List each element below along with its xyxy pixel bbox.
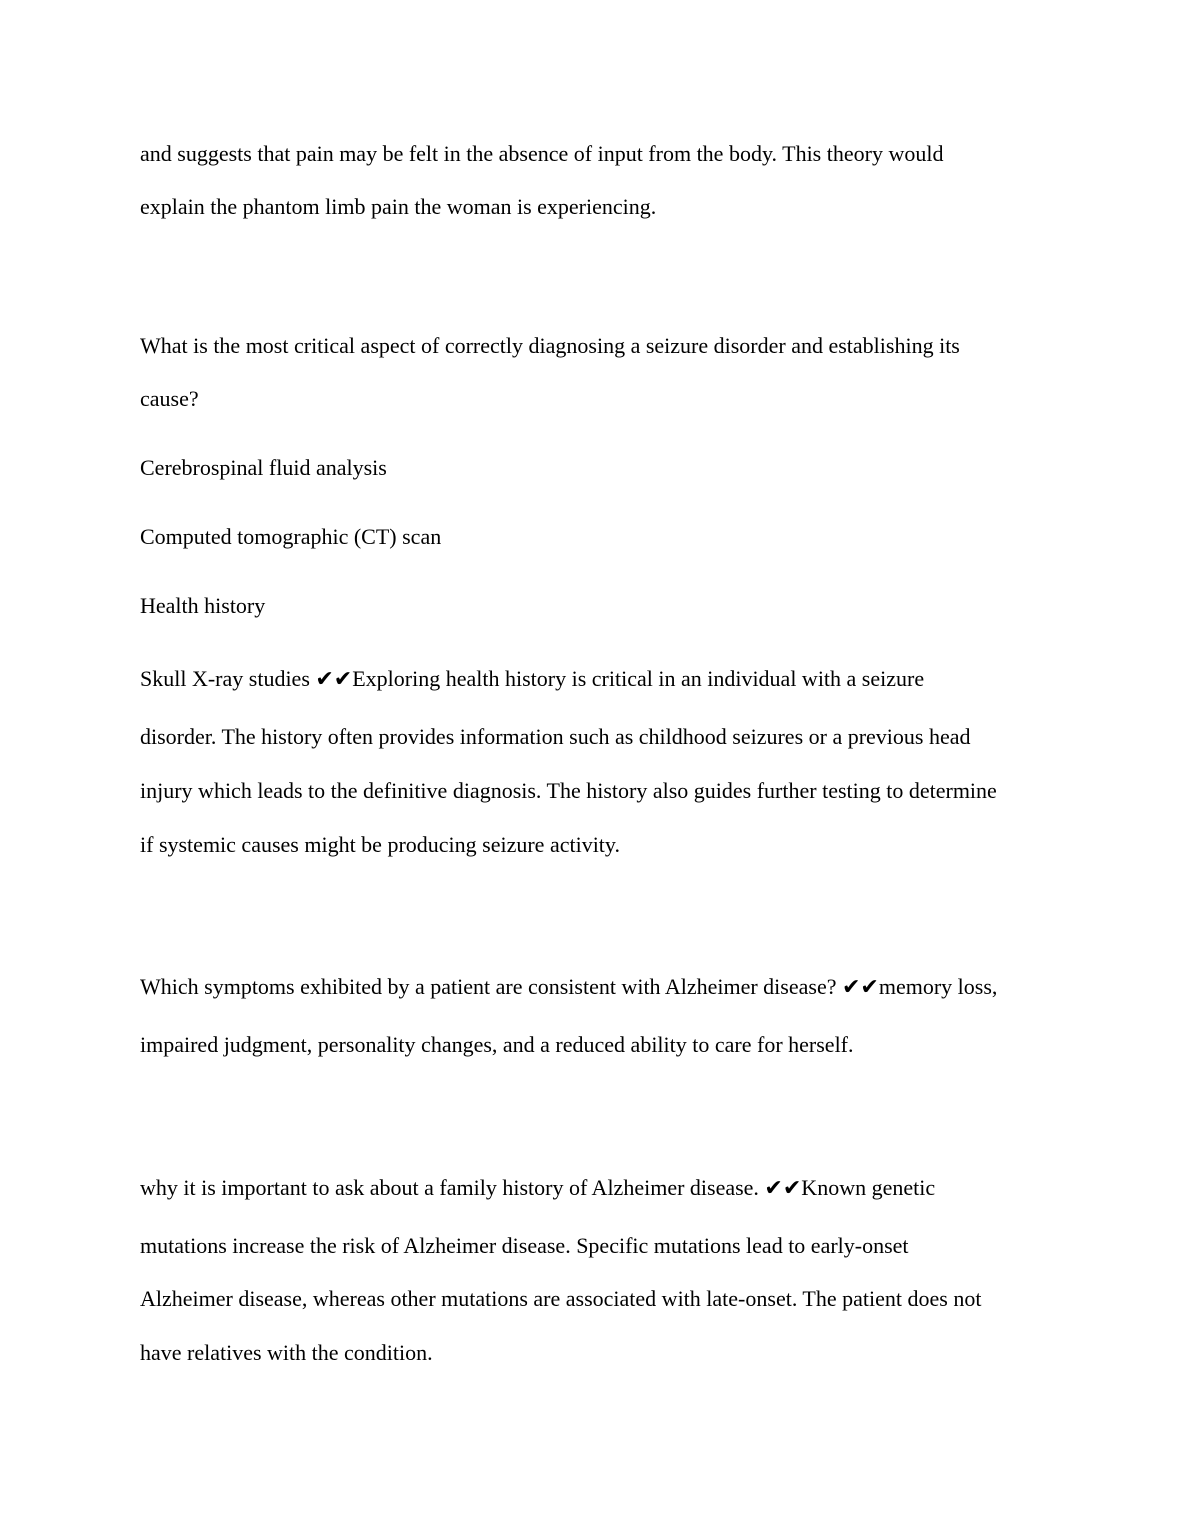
- answer-explanation: have relatives with the condition.: [140, 1340, 433, 1365]
- answer-explanation: Skull X-ray studies ✔✔Exploring health history is critical in an individual with a seizure: [140, 666, 925, 691]
- answer-explanation: impaired judgment, personality changes, and a reduced ability to care for herself.: [140, 1032, 854, 1057]
- answer-explanation: disorder. The history often provides information such as childhood seizures or a previous head: [140, 724, 971, 749]
- question-text: cause?: [140, 386, 199, 411]
- answer-explanation: injury which leads to the definitive diagnosis. The history also guides further testing to determine: [140, 778, 997, 803]
- answer-explanation: mutations increase the risk of Alzheimer disease. Specific mutations lead to early-onset: [140, 1233, 909, 1258]
- answer-option: Health history: [140, 593, 266, 618]
- question-text: What is the most critical aspect of correctly diagnosing a seizure disorder and establishing its: [140, 333, 960, 358]
- question-text: why it is important to ask about a family history of Alzheimer disease. ✔✔Known genetic: [140, 1175, 936, 1200]
- answer-option: Computed tomographic (CT) scan: [140, 524, 442, 549]
- question-text: Which symptoms exhibited by a patient are consistent with Alzheimer disease? ✔✔memory loss,: [140, 974, 998, 999]
- answer-explanation: if systemic causes might be producing seizure activity.: [140, 832, 620, 857]
- answer-explanation: Alzheimer disease, whereas other mutations are associated with late-onset. The patient does not: [140, 1286, 982, 1311]
- answer-option: Cerebrospinal fluid analysis: [140, 455, 387, 480]
- text-line: explain the phantom limb pain the woman is experiencing.: [140, 194, 657, 219]
- text-line: and suggests that pain may be felt in the absence of input from the body. This theory would: [140, 141, 944, 166]
